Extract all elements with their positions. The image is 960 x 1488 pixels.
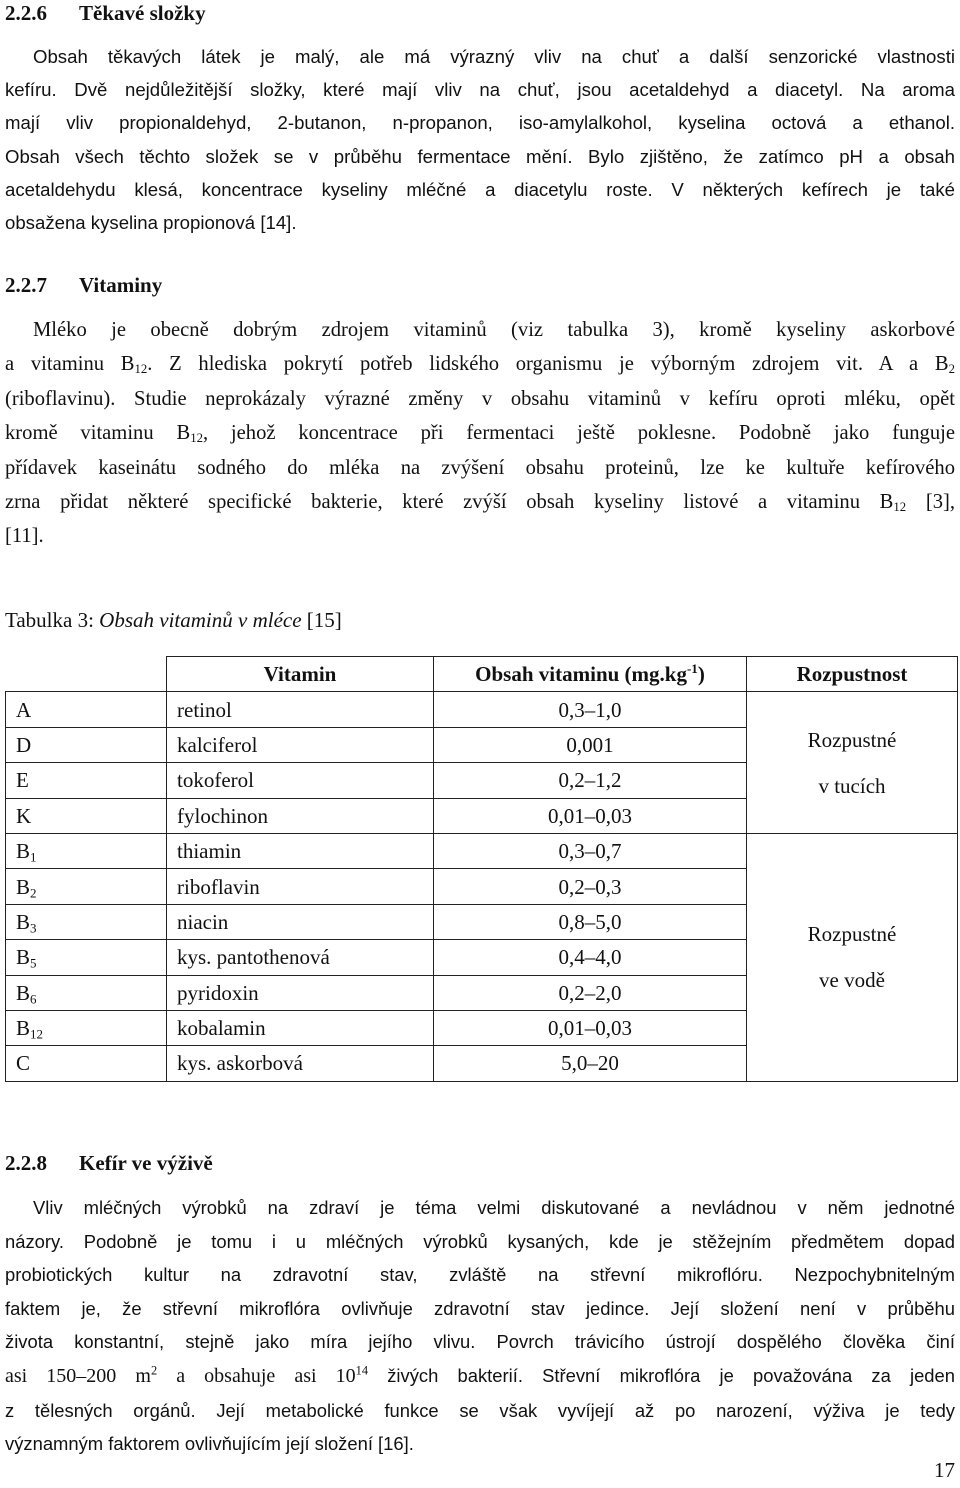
vitamin-letter-cell: $B_3$	[6, 904, 167, 939]
header-content: Obsah vitaminu $(mg.kg^{-1})$	[434, 657, 747, 692]
vitamin-value-cell: 0,01–0,03	[434, 1010, 747, 1045]
vitamin-letter-cell: C	[6, 1046, 167, 1081]
text-line: Obsah všech těchto složek se v průběhu fermentace mění. Bylo zjištěno, že zatímco pH a obsah	[5, 145, 955, 167]
text-line: názory. Podobně je tomu i u mléčných výrobků kysaných, kde je stěžejním předmětem dopad	[5, 1230, 955, 1252]
vitamin-name-cell: kys. askorbová	[167, 1046, 434, 1081]
vitamin-letter-cell: E	[6, 763, 167, 798]
vitamin-name-cell: pyridoxin	[167, 975, 434, 1010]
vitamin-table	[5, 656, 958, 1082]
vitamin-name-cell: thiamin	[167, 833, 434, 868]
text-line: mají vliv propionaldehyd, 2-butanon, n-propanon, iso-amylalkohol, kyselina octová a ethanol.	[5, 112, 955, 134]
vitamin-value-cell: 0,4–4,0	[434, 940, 747, 975]
section-title: Vitaminy	[79, 273, 163, 297]
section-number: 2.2.7	[5, 273, 47, 297]
vitamin-letter-cell: $B_2$	[6, 869, 167, 904]
text-line: z tělesných orgánů. Její metabolické funkce se však vyvíjejí až po narození, výživa je tedy	[5, 1399, 955, 1421]
section-number: 2.2.6	[5, 1, 47, 25]
text-line: zrna přidat některé specifické bakterie, které zvýší obsah kyseliny listové a vitaminu $B_{12}$ [3],	[5, 491, 955, 515]
text-line: kromě vitaminu $B_{12}$, jehož koncentrace při fermentaci ještě poklesne. Podobně jako funguje	[5, 422, 955, 446]
text-line: [11].	[5, 525, 44, 548]
header-solubility: Rozpustnost	[747, 657, 958, 692]
vitamin-value-cell: 0,2–1,2	[434, 763, 747, 798]
header-vitamin: Vitamin	[167, 657, 434, 692]
paragraph-vitamins	[5, 313, 955, 554]
text-line: Obsah těkavých látek je malý, ale má výrazný vliv na chuť a další senzorické vlastnosti	[33, 46, 955, 67]
section-number: 2.2.8	[5, 1151, 47, 1175]
section-heading-227	[5, 272, 162, 298]
text-line: asi 150–200 $m^2$ a obsahuje asi $10^{14}$ živých bakterií. Střevní mikroflóra je považována za jeden	[5, 1363, 955, 1387]
vitamin-value-cell: 0,2–0,3	[434, 869, 747, 904]
text-line: kefíru. Dvě nejdůležitější složky, které mají vliv na chuť, jsou acetaldehyd a diacetyl. Na aroma	[5, 79, 955, 101]
text-line: probiotických kultur na zdravotní stav, zvláště na střevní mikroflóru. Nezpochybnitelným	[5, 1264, 955, 1286]
vitamin-name-cell: kys. pantothenová	[167, 940, 434, 975]
vitamin-letter-cell: D	[6, 727, 167, 762]
vitamin-letter-cell: A	[6, 692, 167, 727]
solubility-water-cell: Rozpustné ve vodě	[747, 833, 958, 1081]
vitamin-value-cell: 5,0–20	[434, 1046, 747, 1081]
vitamin-name-cell: retinol	[167, 692, 434, 727]
header-empty	[6, 657, 167, 692]
vitamin-value-cell: 0,8–5,0	[434, 904, 747, 939]
text-line: a vitaminu $B_{12}$. Z hlediska pokrytí potřeb lidského organismu je výborným zdrojem vit. A a $B_2$	[5, 353, 955, 377]
vitamin-letter-cell: $B_{12}$	[6, 1010, 167, 1045]
text-line: obsažena kyselina propionová [14].	[5, 212, 297, 234]
vitamin-name-cell: fylochinon	[167, 798, 434, 833]
text-line: významným faktorem ovlivňujícím její složení [16].	[5, 1433, 414, 1455]
text-line: faktem je, že střevní mikroflóra ovlivňuje zdravotní stav jedince. Její složení není v průběhu	[5, 1297, 955, 1319]
vitamin-value-cell: 0,01–0,03	[434, 798, 747, 833]
vitamin-name-cell: kobalamin	[167, 1010, 434, 1045]
vitamin-value-cell: 0,2–2,0	[434, 975, 747, 1010]
vitamin-name-cell: riboflavin	[167, 869, 434, 904]
vitamin-letter-cell: $B_1$	[6, 833, 167, 868]
table-row	[6, 833, 958, 868]
text-line: Vliv mléčných výrobků na zdraví je téma velmi diskutované a nevládnou v něm jednotné	[33, 1197, 955, 1218]
text-line: přídavek kaseinátu sodného do mléka na zvýšení obsahu proteinů, lze ke kultuře kefírového	[5, 456, 955, 479]
section-heading-226	[5, 0, 206, 26]
section-heading-228	[5, 1150, 213, 1176]
paragraph-nutrition	[5, 1191, 955, 1461]
table-caption: Tabulka 3: Obsah vitaminů v mléce [15]	[5, 608, 342, 632]
vitamin-name-cell: niacin	[167, 904, 434, 939]
vitamin-name-cell: kalciferol	[167, 727, 434, 762]
table-row	[6, 692, 958, 727]
text-line: Mléko je obecně dobrým zdrojem vitaminů (viz tabulka 3), kromě kyseliny askorbové	[33, 319, 955, 341]
page-number: 17	[934, 1458, 955, 1482]
vitamin-letter-cell: K	[6, 798, 167, 833]
paragraph-volatile	[5, 40, 955, 239]
vitamin-name-cell: tokoferol	[167, 763, 434, 798]
text-line: života konstantní, stejně jako míra jejího vlivu. Povrch trávicího ústrojí dospělého člověka činí	[5, 1331, 955, 1353]
vitamin-value-cell: 0,3–1,0	[434, 692, 747, 727]
text-line: (riboflavinu). Studie neprokázaly výrazné změny v obsahu vitaminů v kefíru oproti mléku, opět	[5, 387, 955, 410]
table-header-row	[6, 657, 958, 692]
section-title: Těkavé složky	[79, 1, 206, 25]
vitamin-value-cell: 0,001	[434, 727, 747, 762]
solubility-fat-cell: Rozpustné v tucích	[747, 692, 958, 834]
vitamin-value-cell: 0,3–0,7	[434, 833, 747, 868]
vitamin-letter-cell: $B_5$	[6, 940, 167, 975]
vitamin-letter-cell: $B_6$	[6, 975, 167, 1010]
section-title: Kefír ve výživě	[79, 1151, 213, 1175]
text-line: acetaldehydu klesá, koncentrace kyseliny mléčné a diacetylu roste. V některých kefírech je také	[5, 178, 955, 200]
